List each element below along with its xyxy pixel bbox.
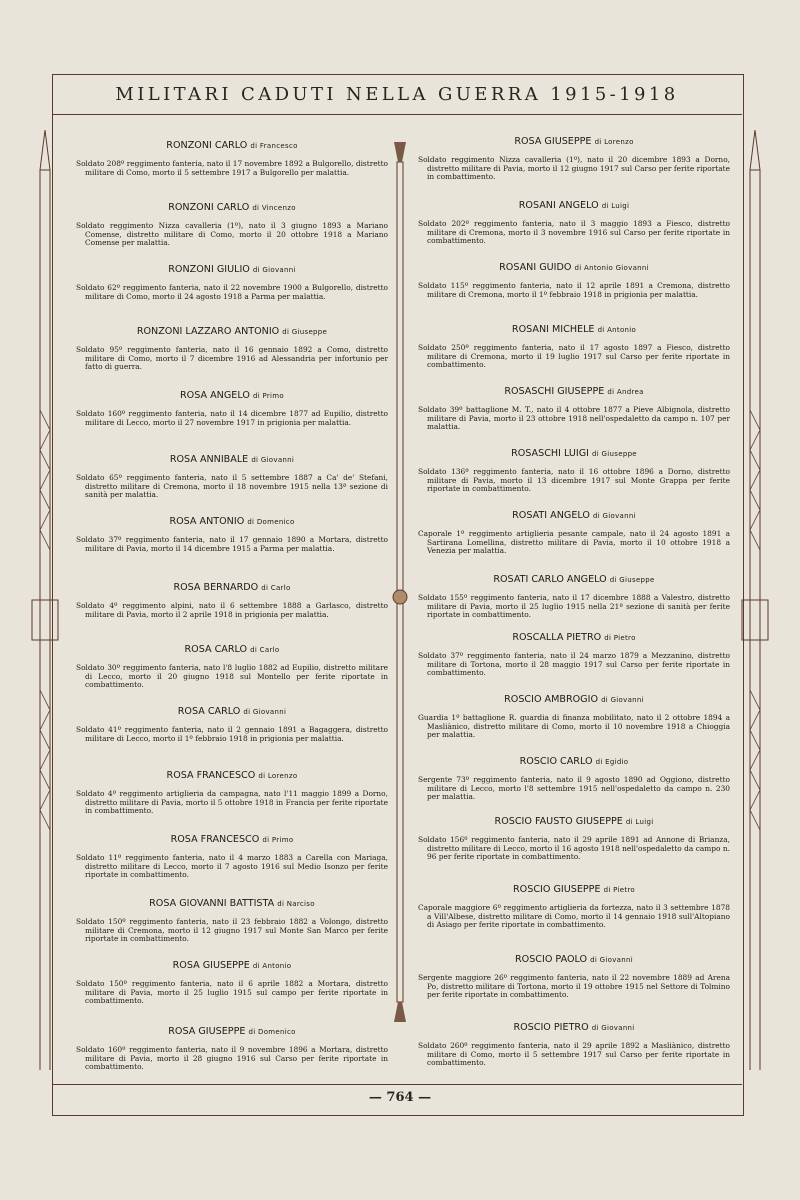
entry-name: ROSCIO PIETRO di Giovanni: [513, 1022, 635, 1033]
entry-name: ROSCIO FAUSTO GIUSEPPE di Luigi: [494, 816, 654, 827]
entry-name: ROSA ANGELO di Primo: [180, 390, 284, 401]
entry-name: ROSCIO PAOLO di Giovanni: [515, 954, 633, 965]
entry: [76, 834, 388, 880]
entry: [418, 756, 730, 802]
entry-name: ROSA GIUSEPPE di Domenico: [168, 1026, 296, 1037]
entry-name: ROSATI ANGELO di Giovanni: [512, 510, 636, 521]
entry-text: Soldato 156º reggimento fanteria, nato il 29 aprile 1891 ad Annone di Brianza, distretto militare di Lecco, morto il 16 agosto 1918 nell'ospedaletto da campo n. 96 per ferite riportate in combattimento.: [418, 835, 730, 862]
fasces-lance-ornament-icon: [28, 130, 62, 1070]
entry-name: ROSASCHI LUIGI di Giuseppe: [511, 448, 637, 459]
entry-text: Soldato 250º reggimento fanteria, nato il 17 agosto 1897 a Fiesco, distretto militare di Cremona, morto il 19 luglio 1917 sul Carso per ferite riportate in combattimento.: [418, 343, 730, 370]
entry: [76, 1026, 388, 1072]
entry-text: Soldato 11º reggimento fanteria, nato il 4 marzo 1883 a Carella con Mariaga, distretto militare di Lecco, morto il 7 agosto 1916 sul Medio Isonzo per ferite riportate in combattimento.: [76, 853, 388, 880]
entry: [418, 200, 730, 246]
entry-text: Soldato 202º reggimento fanteria, nato il 3 maggio 1893 a Fiesco, distretto militare di Cremona, morto il 3 novembre 1916 sul Carso per ferite riportate in combattimento.: [418, 219, 730, 246]
entry-name: ROSA GIOVANNI BATTISTA di Narciso: [149, 898, 315, 909]
entry-name: RONZONI GIULIO di Giovanni: [168, 264, 296, 275]
entry-text: Caporale maggiore 6º reggimento artiglieria da fortezza, nato il 3 settembre 1878 a Vill'Albese, distretto militare di Como, morto il 14 gennaio 1918 sull'Altopiano di Asiago per ferite riportate in combattimento.: [418, 903, 730, 930]
entry-text: Soldato 155º reggimento fanteria, nato il 17 dicembre 1888 a Valestro, distretto militare di Pavia, morto il 25 luglio 1915 nella 21ª sezione di sanità per ferite riportate in combattimento.: [418, 593, 730, 620]
entry: [418, 1022, 730, 1068]
entry: [76, 390, 388, 427]
entry: [76, 644, 388, 690]
fasces-lance-ornament-icon: [738, 130, 772, 1070]
entry-text: Soldato 115º reggimento fanteria, nato il 12 aprile 1891 a Cremona, distretto militare di Cremona, morto il 1º febbraio 1918 in prigionia per malattia.: [418, 281, 730, 299]
footer-divider: [52, 1084, 742, 1085]
entry: [418, 448, 730, 494]
entry-text: Guardia 1º battaglione R. guardia di finanza mobilitato, nato il 2 ottobre 1894 a Masliànico, distretto militare di Como, morto il 10 novembre 1918 a Chioggia per malattia.: [418, 713, 730, 740]
entry-name: ROSA BERNARDO di Carlo: [173, 582, 291, 593]
entry: [418, 884, 730, 930]
entry: [76, 202, 388, 248]
entry-name: ROSA FRANCESCO di Lorenzo: [166, 770, 298, 781]
entry-text: Soldato 39º battaglione M. T., nato il 4 ottobre 1877 a Pieve Albignola, distretto militare di Pavia, morto il 23 ottobre 1918 nell'ospedaletto da campo n. 107 per malattia.: [418, 405, 730, 432]
entry-name: ROSA GIUSEPPE di Antonio: [172, 960, 292, 971]
entry-text: Soldato 208º reggimento fanteria, nato il 17 novembre 1892 a Bulgorello, distretto militare di Como, morto il 5 settembre 1917 a Bulgorello per malattia.: [76, 159, 388, 177]
entry-text: Caporale 1º reggimento artiglieria pesante campale, nato il 24 agosto 1891 a Sartirana Lomellina, distretto militare di Pavia, morto il 10 ottobre 1918 a Venezia per malattia.: [418, 529, 730, 556]
entry-text: Soldato 150º reggimento fanteria, nato il 23 febbraio 1882 a Volongo, distretto militare di Cremona, morto il 12 giugno 1917 sul Monte San Marco per ferite riportate in combattimento.: [76, 917, 388, 944]
entry-text: Soldato reggimento Nizza cavalleria (1º), nato il 3 giugno 1893 a Mariano Comense, distretto militare di Como, morto il 20 ottobre 1918 a Mariano Comense per malattia.: [76, 221, 388, 248]
entry: [76, 960, 388, 1006]
entry: [418, 694, 730, 740]
entry-name: ROSANI GUIDO di Antonio Giovanni: [499, 262, 649, 273]
entry-text: Soldato 37º reggimento fanteria, nato il 17 gennaio 1890 a Mortara, distretto militare di Pavia, morto il 14 dicembre 1915 a Parma per malattia.: [76, 535, 388, 553]
entry: [76, 326, 388, 372]
entry-name: RONZONI CARLO di Vincenzo: [168, 202, 296, 213]
entry: [76, 264, 388, 301]
entry-text: Soldato 136º reggimento fanteria, nato il 16 ottobre 1896 a Dorno, distretto militare di Pavia, morto il 13 dicembre 1917 sul Monte Grappa per ferite riportate in combattimento.: [418, 467, 730, 494]
entry: [76, 454, 388, 500]
entry-text: Sergente 73º reggimento fanteria, nato il 9 agosto 1890 ad Oggiono, distretto militare di Lecco, morto l'8 settembre 1915 nell'ospedaletto da campo n. 230 per malattia.: [418, 775, 730, 802]
entry-text: Soldato 260º reggimento fanteria, nato il 29 aprile 1892 a Masliànico, distretto militare di Como, morto il 5 settembre 1917 sul Carso per ferite riportate in combattimento.: [418, 1041, 730, 1068]
entry-text: Soldato 65º reggimento fanteria, nato il 5 settembre 1887 a Ca' de' Stefani, distretto militare di Cremona, morto il 18 novembre 1915 nella 13ª sezione di sanità per malattia.: [76, 473, 388, 500]
page-title: MILITARI CADUTI NELLA GUERRA 1915-1918: [115, 83, 679, 105]
entry: [418, 386, 730, 432]
entry: [418, 510, 730, 556]
entry-name: ROSA GIUSEPPE di Lorenzo: [514, 136, 634, 147]
entry-name: RONZONI LAZZARO ANTONIO di Giuseppe: [136, 326, 328, 337]
entry: [418, 954, 730, 1000]
entry-name: ROSANI MICHELE di Antonio: [511, 324, 637, 335]
entry-text: Soldato 95º reggimento fanteria, nato il 16 gennaio 1892 a Como, distretto militare di Como, morto il 7 dicembre 1916 ad Alessandria per infortunio per fatto di guerra.: [76, 345, 388, 372]
entry: [76, 582, 388, 619]
entry-text: Soldato 150º reggimento fanteria, nato il 6 aprile 1882 a Mortara, distretto militare di Pavia, morto il 25 luglio 1915 sul campo per ferite riportate in combattimento.: [76, 979, 388, 1006]
entry-text: Soldato reggimento Nizza cavalleria (1º), nato il 20 dicembre 1893 a Dorno, distretto militare di Pavia, morto il 12 giugno 1917 sul Carso per ferite riportate in combattimento.: [418, 155, 730, 182]
entry-name: ROSA FRANCESCO di Primo: [170, 834, 294, 845]
fasces-rod-ornament-icon: [392, 142, 408, 1022]
entry-text: Soldato 41º reggimento fanteria, nato il 2 gennaio 1891 a Bagaggera, distretto militare di Lecco, morto il 1º febbraio 1918 in prigionia per malattia.: [76, 725, 388, 743]
entry-text: Soldato 4º reggimento artiglieria da campagna, nato l'11 maggio 1899 a Dorno, distretto militare di Pavia, morto il 5 ottobre 1918 in Francia per ferite riportate in combattimento.: [76, 789, 388, 816]
entry-name: ROSATI CARLO ANGELO di Giuseppe: [493, 574, 655, 585]
entry-text: Sergente maggiore 26º reggimento fanteria, nato il 22 novembre 1889 ad Arena Po, distretto militare di Tortona, morto il 19 ottobre 1915 nel Settore di Tolmino per ferite riportate in combattimento.: [418, 973, 730, 1000]
entry-text: Soldato 160º reggimento fanteria, nato il 14 dicembre 1877 ad Eupilio, distretto militare di Lecco, morto il 27 novembre 1917 in prigionia per malattia.: [76, 409, 388, 427]
entry: [76, 770, 388, 816]
entry-name: ROSANI ANGELO di Luigi: [518, 200, 630, 211]
entry-name: ROSCIO GIUSEPPE di Pietro: [513, 884, 635, 895]
entry-text: Soldato 37º reggimento fanteria, nato il 24 marzo 1879 a Mezzanino, distretto militare di Tortona, morto il 28 maggio 1917 sul Carso per ferite riportate in combattimento.: [418, 651, 730, 678]
entry: [418, 324, 730, 370]
entry: [418, 574, 730, 620]
entry: [76, 706, 388, 743]
entry: [76, 898, 388, 944]
entry-name: ROSA ANNIBALE di Giovanni: [169, 454, 295, 465]
entry: [418, 136, 730, 182]
entry: [418, 816, 730, 862]
entry-name: ROSA CARLO di Carlo: [184, 644, 280, 655]
entry-name: ROSA ANTONIO di Domenico: [169, 516, 295, 527]
page-header: [52, 74, 742, 115]
entry-name: RONZONI CARLO di Francesco: [166, 140, 298, 151]
entry: [76, 140, 388, 177]
entry: [418, 262, 730, 299]
entry-name: ROSA CARLO di Giovanni: [177, 706, 287, 717]
entry-text: Soldato 30º reggimento fanteria, nato l'8 luglio 1882 ad Eupilio, distretto militare di Lecco, morto il 20 giugno 1918 sul Montello per ferite riportate in combattimento.: [76, 663, 388, 690]
page-number: — 764 —: [368, 1090, 432, 1105]
entry-name: ROSCIO AMBROGIO di Giovanni: [504, 694, 644, 705]
entry: [76, 516, 388, 553]
entry: [418, 632, 730, 678]
entry-name: ROSCALLA PIETRO di Pietro: [512, 632, 636, 643]
entry-text: Soldato 62º reggimento fanteria, nato il 22 novembre 1900 a Bulgorello, distretto militare di Como, morto il 24 agosto 1918 a Parma per malattia.: [76, 283, 388, 301]
entry-name: ROSASCHI GIUSEPPE di Andrea: [504, 386, 644, 397]
entry-text: Soldato 160º reggimento fanteria, nato il 9 novembre 1896 a Mortara, distretto militare di Pavia, morto il 28 giugno 1916 sul Carso per ferite riportate in combattimento.: [76, 1045, 388, 1072]
entry-text: Soldato 4º reggimento alpini, nato il 6 settembre 1888 a Garlasco, distretto militare di Pavia, morto il 2 aprile 1918 in prigionia per malattia.: [76, 601, 388, 619]
entry-name: ROSCIO CARLO di Egidio: [519, 756, 629, 767]
